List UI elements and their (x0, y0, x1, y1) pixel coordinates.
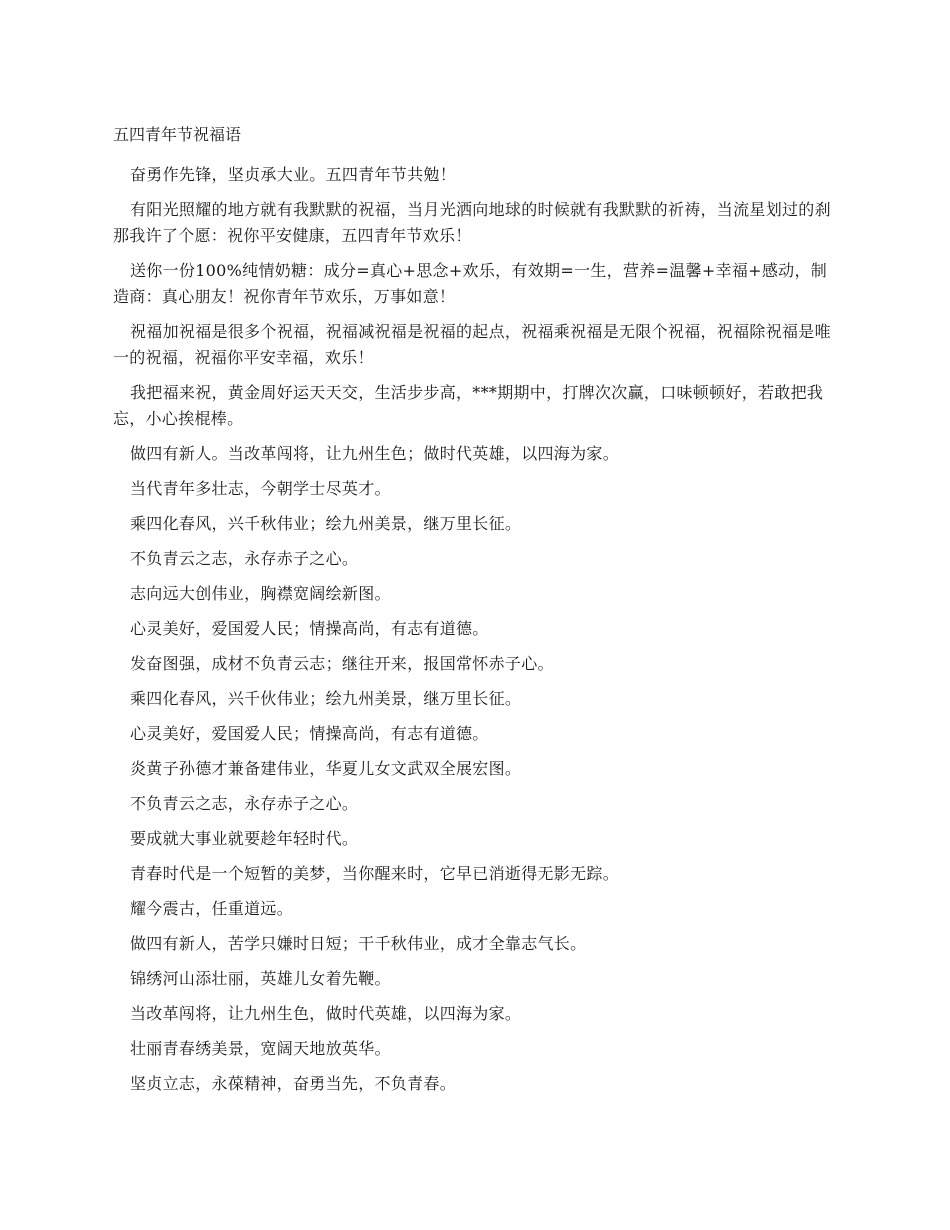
paragraph-3: 送你一份100%纯情奶糖：成分=真心+思念+欢乐，有效期=一生，营养=温馨+幸福+感动，制造商：真心朋友！祝你青年节欢乐，万事如意！ (113, 261, 828, 306)
paragraph-19: 耀今震古，任重道远。 (130, 899, 294, 918)
paragraph-11: 心灵美好，爱国爱人民；情操高尚，有志有道德。 (130, 619, 489, 638)
paragraph-24: 坚贞立志，永葆精神，奋勇当先，不负青春。 (130, 1074, 457, 1093)
paragraph-4: 祝福加祝福是很多个祝福，祝福减祝福是祝福的起点，祝福乘祝福是无限个祝福，祝福除祝福是唯一的祝福，祝福你平安幸福，欢乐！ (113, 322, 831, 367)
paragraph-7: 当代青年多壮志，今朝学士尽英才。 (130, 479, 391, 498)
paragraph-1: 奋勇作先锋，坚贞承大业。五四青年节共勉！ (130, 165, 457, 184)
paragraph-12: 发奋图强，成材不负青云志；继往开来，报国常怀赤子心。 (130, 654, 554, 673)
document-title: 五四青年节祝福语 (113, 125, 242, 144)
paragraph-2: 有阳光照耀的地方就有我默默的祝福，当月光洒向地球的时候就有我默默的祈祷，当流星划过的刹那我许了个愿：祝你平安健康，五四青年节欢乐！ (113, 200, 831, 245)
paragraph-10: 志向远大创伟业，胸襟宽阔绘新图。 (130, 584, 391, 603)
paragraph-18: 青春时代是一个短暂的美梦，当你醒来时，它早已消逝得无影无踪。 (130, 864, 620, 883)
document-body (113, 122, 843, 1106)
paragraph-15: 炎黄子孙德才兼备建伟业，华夏儿女文武双全展宏图。 (130, 759, 522, 778)
paragraph-9: 不负青云之志，永存赤子之心。 (130, 549, 359, 568)
paragraph-8: 乘四化春风，兴千秋伟业；绘九州美景，继万里长征。 (130, 514, 522, 533)
paragraph-21: 锦绣河山添壮丽，英雄儿女着先鞭。 (130, 969, 391, 988)
paragraph-5: 我把福来祝，黄金周好运天天交，生活步步高，***期期中，打牌次次赢，口味顿顿好，若敢把我忘，小心挨棍棒。 (113, 383, 824, 428)
paragraph-22: 当改革闯将，让九州生色，做时代英雄，以四海为家。 (130, 1004, 522, 1023)
paragraph-23: 壮丽青春绣美景，宽阔天地放英华。 (130, 1039, 391, 1058)
paragraph-16: 不负青云之志，永存赤子之心。 (130, 794, 359, 813)
paragraph-17: 要成就大事业就要趁年轻时代。 (130, 829, 359, 848)
paragraph-14: 心灵美好，爱国爱人民；情操高尚，有志有道德。 (130, 724, 489, 743)
paragraph-13: 乘四化春风，兴千伙伟业；绘九州美景，继万里长征。 (130, 689, 522, 708)
paragraph-20: 做四有新人，苦学只嫌时日短；干千秋伟业，成才全靠志气长。 (130, 934, 587, 953)
paragraph-6: 做四有新人。当改革闯将，让九州生色；做时代英雄，以四海为家。 (130, 444, 620, 463)
